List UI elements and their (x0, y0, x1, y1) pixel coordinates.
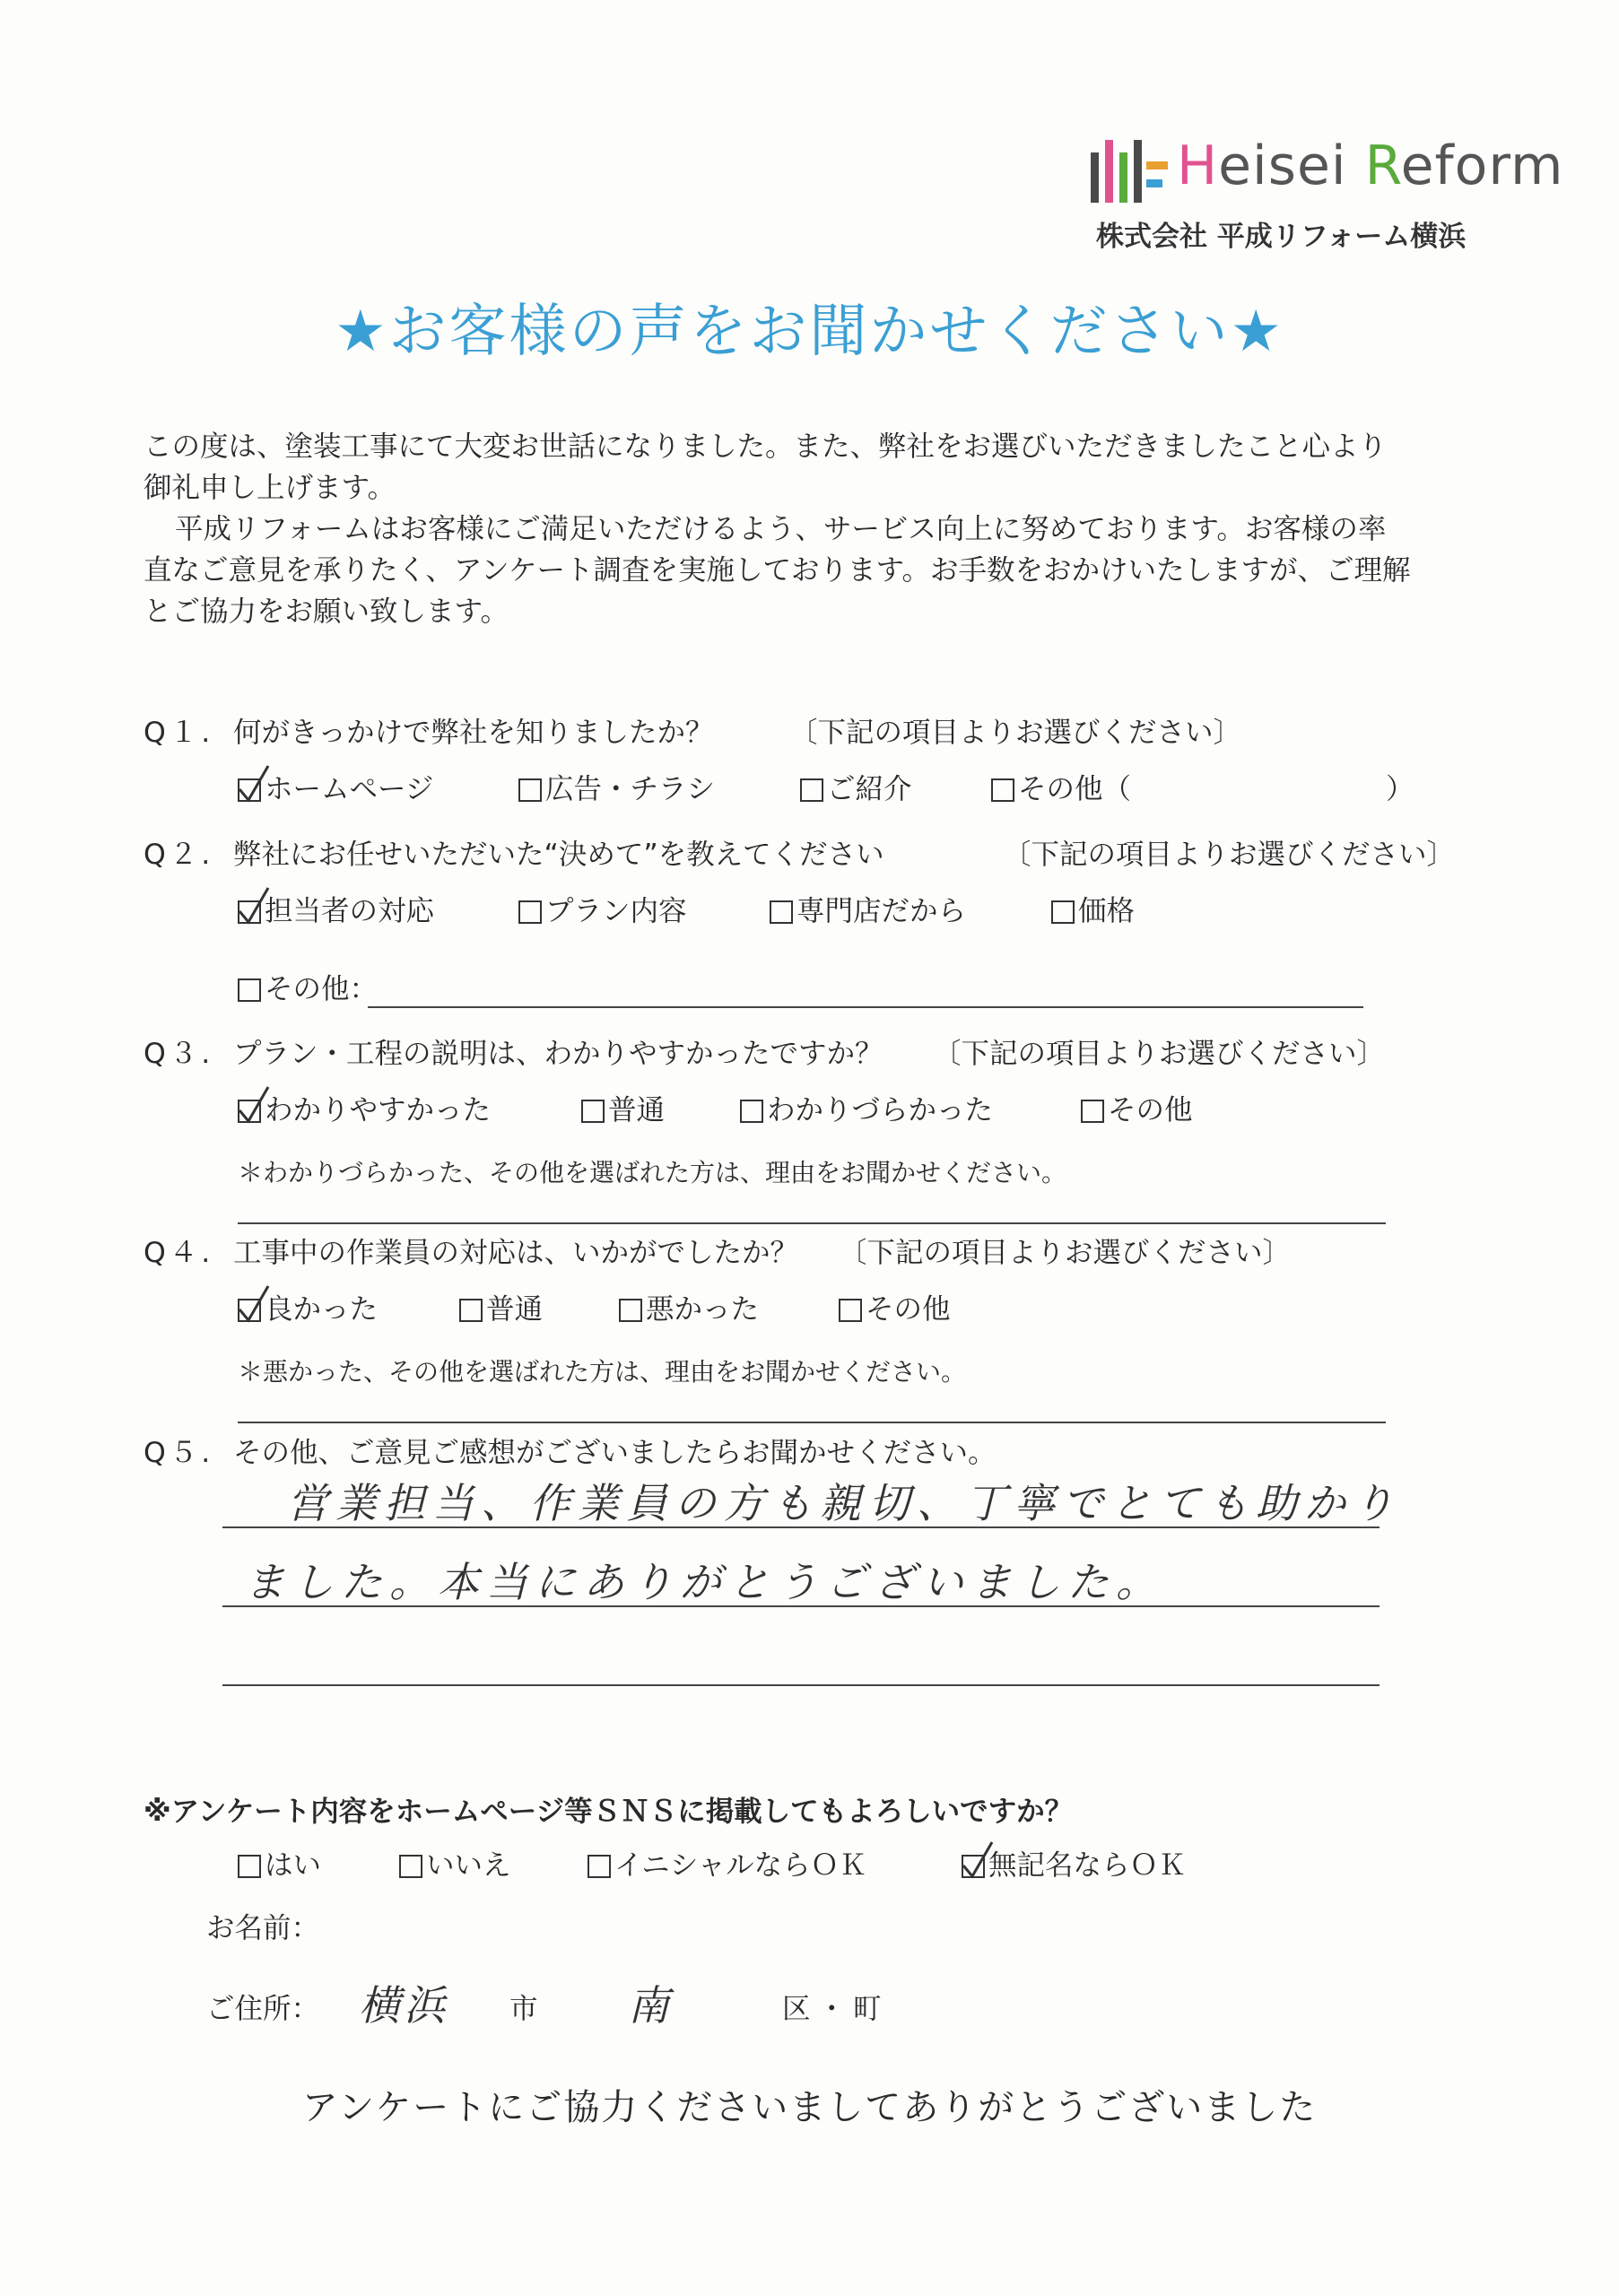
checkmark-icon (960, 1840, 996, 1882)
checkmark-icon (236, 886, 272, 927)
q3-option-unclear[interactable]: わかりづらかった (740, 1092, 993, 1128)
address-city-value: 横浜 (359, 1981, 448, 2030)
q5-line-3[interactable] (222, 1684, 1380, 1686)
q3-option-clear[interactable]: わかりやすかった (238, 1092, 491, 1128)
q3-option-normal[interactable]: 普通 (581, 1092, 665, 1128)
q5-question (144, 1431, 997, 1471)
q3-number: Q３. (144, 1038, 214, 1070)
checkbox[interactable] (238, 900, 261, 924)
q5-text: その他、ご意見ご感想がございましたらお聞かせください。 (233, 1437, 997, 1469)
q2-option-staff[interactable]: 担当者の対応 (238, 893, 434, 929)
intro-line-2: 御礼申し上げます。 (144, 472, 396, 504)
q3-hint: 〔下記の項目よりお選びください〕 (933, 1038, 1386, 1070)
checkbox[interactable] (1081, 1100, 1104, 1123)
intro-line-3: 平成リフォームはお客様にご満足いただけるよう、サービス向上に努めております。お客様の率 (175, 513, 1387, 545)
q4-number: Q４. (144, 1237, 214, 1269)
q2-option-price[interactable]: 価格 (1051, 893, 1135, 929)
q1-close-paren: ） (1386, 773, 1414, 805)
checkbox[interactable] (962, 1855, 985, 1878)
q1-hint: 〔下記の項目よりお選びください〕 (789, 717, 1242, 749)
page-title: ★お客様の声をお聞かせください★ (335, 299, 1284, 365)
checkbox[interactable] (581, 1100, 605, 1123)
checkbox[interactable] (399, 1855, 422, 1878)
sns-option-initials[interactable]: イニシャルならＯＫ (588, 1848, 867, 1883)
q2-option-plan[interactable]: プラン内容 (518, 893, 687, 929)
q2-number: Q２. (144, 839, 214, 871)
intro-line-1: この度は、塗装工事にて大変お世話になりました。また、弊社をお選びいただきましたこと心より (144, 430, 1388, 463)
address-label: ご住所： (206, 1993, 320, 2025)
address-ward-value: 南 (628, 1981, 676, 2030)
q2-question (144, 832, 884, 873)
q4-option-normal[interactable]: 普通 (459, 1292, 543, 1327)
q3-text: プラン・工程の説明は、わかりやすかったですか？ (233, 1038, 883, 1070)
q1-option-referral[interactable]: ご紹介 (800, 771, 912, 807)
company-name: 株式会社 平成リフォーム横浜 (1096, 221, 1467, 253)
checkbox[interactable] (238, 978, 261, 1002)
q4-note: ＊悪かった、その他を選ばれた方は、理由をお聞かせください。 (238, 1357, 967, 1387)
q3-option-other[interactable]: その他 (1081, 1092, 1193, 1128)
checkbox[interactable] (459, 1299, 483, 1322)
checkbox[interactable] (238, 778, 261, 802)
checkbox[interactable] (800, 778, 823, 802)
sns-option-yes[interactable]: はい (238, 1848, 321, 1883)
checkbox[interactable] (588, 1855, 611, 1878)
q1-option-flyer[interactable]: 広告・チラシ (518, 771, 715, 807)
q5-answer-line-2: ました。本当にありがとうございました。 (244, 1558, 1164, 1606)
address-city-label: 市 (509, 1993, 538, 2025)
q5-number: Q５. (144, 1437, 214, 1469)
heisei-logo-icon (1087, 135, 1170, 206)
checkmark-icon (236, 1284, 272, 1326)
q4-option-other[interactable]: その他 (839, 1292, 951, 1327)
q2-option-other[interactable]: その他： (238, 971, 378, 1007)
q1-text: 何がきっかけで弊社を知りましたか？ (233, 717, 714, 749)
q4-option-bad[interactable]: 悪かった (619, 1292, 759, 1327)
intro-line-4: 直なご意見を承りたく、アンケート調査を実施しております。お手数をおかけいたしますが、ご理解 (144, 554, 1411, 587)
q4-text: 工事中の作業員の対応は、いかがでしたか？ (233, 1237, 799, 1269)
q2-hint: 〔下記の項目よりお選びください〕 (1003, 839, 1456, 871)
checkbox[interactable] (1051, 900, 1075, 924)
checkmark-icon (236, 764, 272, 805)
checkbox[interactable] (238, 1100, 261, 1123)
q2-option-specialist[interactable]: 専門店だから (770, 893, 966, 929)
q4-reason-line[interactable] (238, 1422, 1386, 1423)
q3-question (144, 1031, 883, 1072)
q3-note: ＊わかりづらかった、その他を選ばれた方は、理由をお聞かせください。 (238, 1158, 1067, 1187)
sns-question: ※アンケート内容をホームページ等ＳＮＳに掲載してもよろしいですか？ (144, 1796, 1074, 1828)
q1-question (144, 710, 714, 751)
q1-number: Q１. (144, 717, 214, 749)
checkbox[interactable] (991, 778, 1014, 802)
checkmark-icon (236, 1085, 272, 1126)
q2-text: 弊社にお任せいただいた“決めて”を教えてください (233, 839, 884, 871)
checkbox[interactable] (518, 778, 542, 802)
q2-other-line[interactable] (368, 1006, 1363, 1008)
checkbox[interactable] (619, 1299, 642, 1322)
checkbox[interactable] (518, 900, 542, 924)
checkbox[interactable] (238, 1299, 261, 1322)
q5-line-1[interactable] (222, 1526, 1380, 1528)
q4-hint: 〔下記の項目よりお選びください〕 (839, 1237, 1292, 1269)
q4-option-good[interactable]: 良かった (238, 1292, 378, 1327)
checkbox[interactable] (238, 1855, 261, 1878)
checkbox[interactable] (770, 900, 793, 924)
intro-line-5: とご協力をお願い致します。 (144, 596, 509, 628)
checkbox[interactable] (839, 1299, 862, 1322)
sns-option-no[interactable]: いいえ (399, 1848, 511, 1883)
name-label: お名前： (206, 1912, 320, 1944)
q1-option-homepage[interactable]: ホームページ (238, 771, 433, 807)
sns-option-anonymous[interactable]: 無記名ならＯＫ (962, 1848, 1187, 1883)
logo-wordmark: Heisei Reform (1177, 135, 1564, 197)
address-ward-label: 区・町 (782, 1993, 889, 2025)
q1-option-other[interactable]: その他（ (991, 771, 1131, 807)
q3-reason-line[interactable] (238, 1222, 1386, 1224)
q4-question (144, 1231, 798, 1271)
q5-line-2[interactable] (222, 1605, 1380, 1607)
closing-message: アンケートにご協力くださいましてありがとうございました (301, 2087, 1318, 2128)
checkbox[interactable] (740, 1100, 763, 1123)
q5-answer-line-1: 営業担当、作業員の方も親切、丁寧でとても助かり (287, 1479, 1401, 1527)
